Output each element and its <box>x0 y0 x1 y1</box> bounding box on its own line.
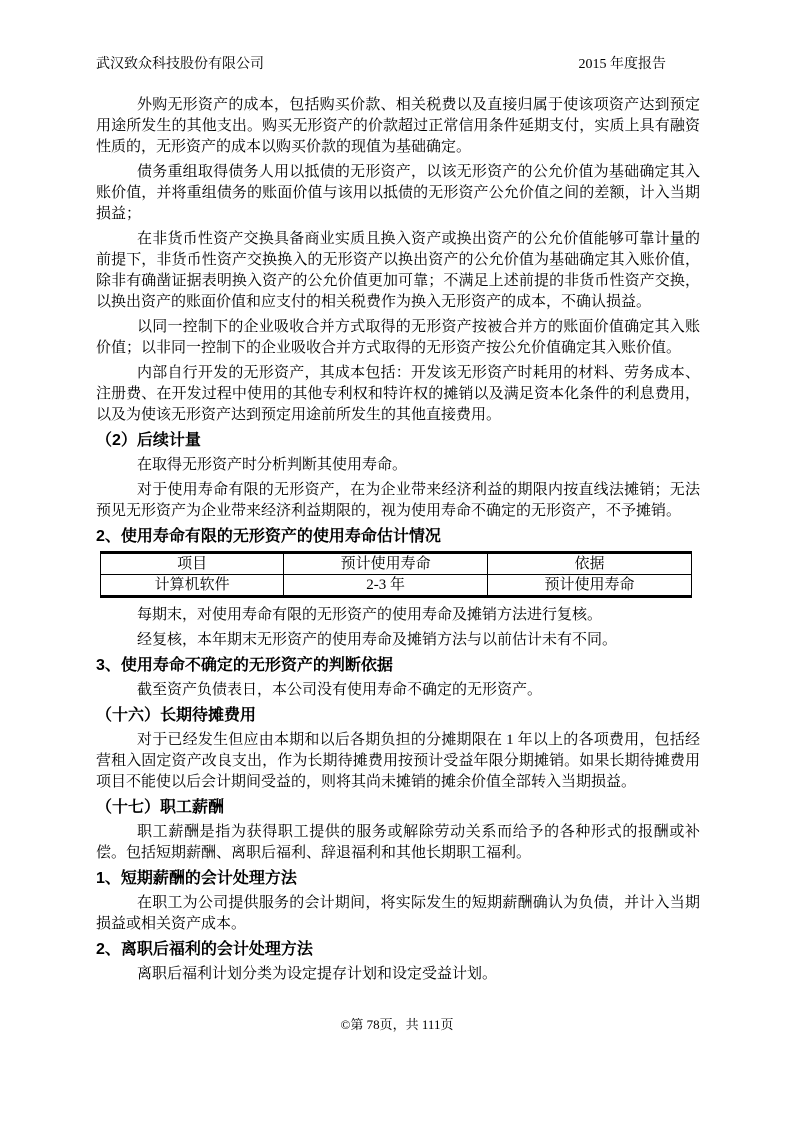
page-header <box>96 54 700 75</box>
paragraph-periodic-review: 每期末，对使用寿命有限的无形资产的使用寿命及摊销方法进行复核。 <box>137 607 603 623</box>
paragraph-internal-development: 内部自行开发的无形资产，其成本包括：开发该无形资产时耗用的材料、劳务成本、注册费、在开发过程中使用的其他专利权和特许权的摊销以及满足资本化条件的利息费用，以及为使该无形资产达到预定用途前所发生的其他直接费用。 <box>96 365 700 423</box>
paragraph-review-result: 经复核，本年期末无形资产的使用寿命及摊销方法与以前估计未有不同。 <box>137 632 618 648</box>
heading-employee-compensation: （十七）职工薪酬 <box>96 799 225 816</box>
paragraph-short-term-comp: 在职工为公司提供服务的会计期间，将实际发生的短期薪酬确认为负债，并计入当期损益或相关资产成本。 <box>96 895 700 932</box>
heading-post-employment-method: 2、离职后福利的会计处理方法 <box>96 941 313 958</box>
paragraph-useful-life-judgement: 在取得无形资产时分析判断其使用寿命。 <box>137 457 408 473</box>
page-number-text: ©第 78页，共 111页 <box>340 1017 454 1032</box>
paragraph-purchased-intangibles: 外购无形资产的成本，包括购买价款、相关税费以及直接归属于使该项资产达到预定用途所发生的其他支出。购买无形资产的价款超过正常信用条件延期支付，实质上具有融资性质的，无形资产的成本以购买价款的现值为基础确定。 <box>96 97 700 155</box>
document-body <box>96 95 700 985</box>
table-row <box>101 575 692 597</box>
paragraph-long-term-deferred: 对于已经发生但应由本期和以后各期负担的分摊期限在 1 年以上的各项费用，包括经营租入固定资产改良支出，作为长期待摊费用按预计受益年限分期摊销。如果长期待摊费用项目不能使以后会计期间受益的，则将其尚未摊销的摊余价值全部转入当期损益。 <box>96 732 700 790</box>
page-footer <box>0 1016 794 1034</box>
table-header-expected-life: 预计使用寿命 <box>284 553 488 575</box>
useful-life-table <box>100 551 692 598</box>
paragraph-post-employment-plans: 离职后福利计划分类为设定提存计划和设定受益计划。 <box>137 966 498 982</box>
header-report-title: 2015 年度报告 <box>578 57 666 72</box>
table-cell-item: 计算机软件 <box>101 575 284 597</box>
heading-useful-life-estimate: 2、使用寿命有限的无形资产的使用寿命估计情况 <box>96 528 441 545</box>
table-cell-basis: 预计使用寿命 <box>488 575 692 597</box>
paragraph-merger-acquired: 以同一控制下的企业吸收合并方式取得的无形资产按被合并方的账面价值确定其入账价值；以非同一控制下的企业吸收合并方式取得的无形资产按公允价值确定其入账价值。 <box>96 319 700 356</box>
heading-short-term-comp-method: 1、短期薪酬的会计处理方法 <box>96 870 297 887</box>
paragraph-debt-restructuring: 债务重组取得债务人用以抵债的无形资产，以该无形资产的公允价值为基础确定其入账价值，并将重组债务的账面价值与该用以抵债的无形资产公允价值之间的差额，计入当期损益； <box>96 164 700 222</box>
paragraph-finite-life-amortization: 对于使用寿命有限的无形资产，在为企业带来经济利益的期限内按直线法摊销；无法预见无形资产为企业带来经济利益期限的，视为使用寿命不确定的无形资产，不予摊销。 <box>96 482 700 519</box>
header-company-name: 武汉致众科技股份有限公司 <box>96 57 264 72</box>
paragraph-no-uncertain-life: 截至资产负债表日，本公司没有使用寿命不确定的无形资产。 <box>137 682 543 698</box>
table-cell-expected-life: 2-3 年 <box>284 575 488 597</box>
heading-uncertain-life-basis: 3、使用寿命不确定的无形资产的判断依据 <box>96 657 393 674</box>
paragraph-nonmonetary-exchange: 在非货币性资产交换具备商业实质且换入资产或换出资产的公允价值能够可靠计量的前提下，非货币性资产交换换入的无形资产以换出资产的公允价值为基础确定其入账价值，除非有确凿证据表明换入资产的公允价值更加可靠；不满足上述前提的非货币性资产交换，以换出资产的账面价值和应支付的相关税费作为换入无形资产的成本，不确认损益。 <box>96 231 700 310</box>
table-header-row <box>101 553 692 575</box>
table-header-basis: 依据 <box>488 553 692 575</box>
heading-long-term-deferred-expenses: （十六）长期待摊费用 <box>96 707 257 724</box>
heading-subsequent-measurement: （2）后续计量 <box>96 432 201 449</box>
table-header-item: 项目 <box>101 553 284 575</box>
paragraph-employee-compensation: 职工薪酬是指为获得职工提供的服务或解除劳动关系而给予的各种形式的报酬或补偿。包括短期薪酬、离职后福利、辞退福利和其他长期职工福利。 <box>96 824 700 861</box>
